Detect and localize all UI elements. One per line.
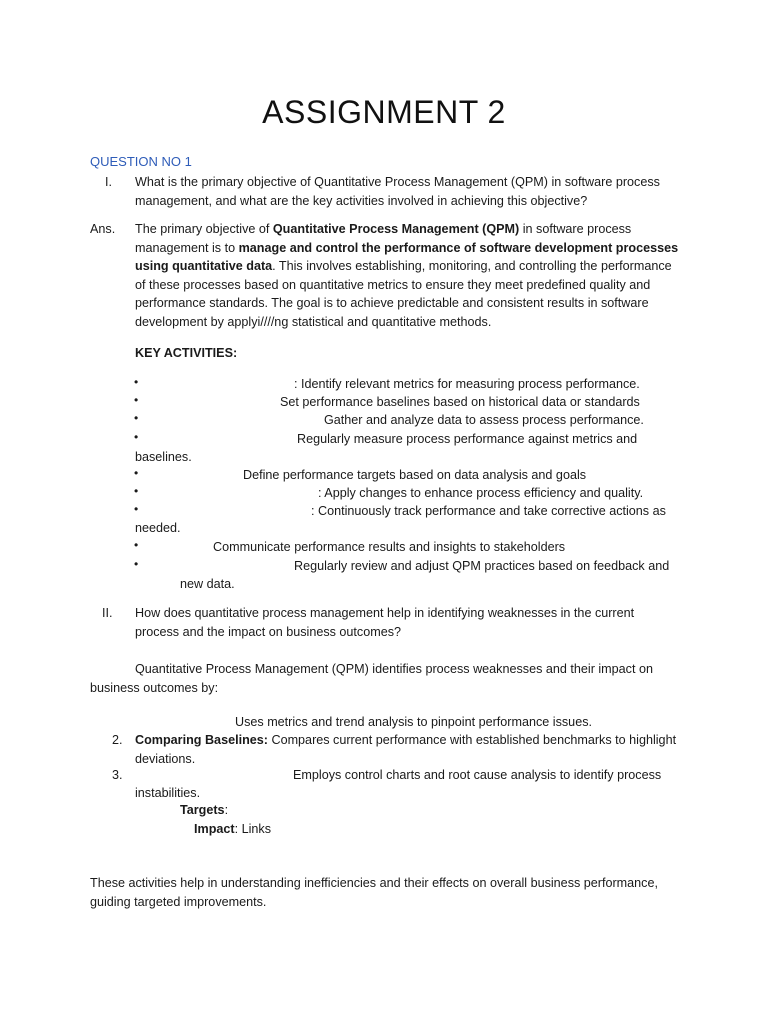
- question-1-number: I.: [105, 175, 112, 189]
- answer-2-item-3-line-1: Employs control charts and root cause analysis to identify process: [293, 768, 662, 782]
- impact-line: [194, 820, 271, 839]
- page-title: ASSIGNMENT 2: [262, 94, 506, 130]
- list-item: Regularly measure process performance against metrics and: [297, 432, 638, 446]
- comparing-baselines-text: Compares current performance with established benchmarks to highlight deviations.: [135, 733, 677, 766]
- answer-2-intro: Quantitative Process Management (QPM) identifies process weaknesses and their impact on business outcomes by:: [90, 662, 653, 695]
- answer-2-item-3-number: 3.: [112, 768, 123, 782]
- answer-paragraph: [135, 220, 680, 332]
- question-2-number: II.: [102, 606, 113, 620]
- bullet-icon: •: [134, 430, 139, 444]
- list-item-continuation: baselines.: [135, 450, 192, 464]
- answer-2-item-1: Uses metrics and trend analysis to pinpoint performance issues.: [235, 715, 592, 729]
- answer-2-item-2-number: 2.: [112, 733, 123, 747]
- answer-text-2: in software process management is to: [135, 222, 632, 255]
- list-item: : Continuously track performance and take corrective actions as: [311, 504, 666, 518]
- impact-label: Impact: [194, 822, 235, 836]
- answer-text-3: . This involves establishing, monitoring, and controlling the performance of these processes based on quantitative metrics to ensure they meet predefined quality and performance standards. The goal is to achieve predictable and consistent results in software development by applyi////ng statistical and quantitative methods.: [135, 259, 672, 329]
- impact-text: : Links: [234, 822, 271, 836]
- list-item-continuation: needed.: [135, 521, 181, 535]
- list-item: Regularly review and adjust QPM practices based on feedback and: [294, 559, 670, 573]
- answer-text-1: The primary objective of: [135, 222, 273, 236]
- bullet-icon: •: [134, 557, 139, 571]
- question-1-text: What is the primary objective of Quantitative Process Management (QPM) in software process management, and what are the key activities involved in achieving this objective?: [135, 175, 660, 208]
- bullet-icon: •: [134, 411, 139, 425]
- bullet-icon: •: [134, 484, 139, 498]
- comparing-baselines-label: Comparing Baselines:: [135, 733, 268, 747]
- list-item: : Apply changes to enhance process efficiency and quality.: [318, 486, 644, 500]
- question-heading: QUESTION NO 1: [90, 154, 192, 169]
- answer-2-item-3-line-2: instabilities.: [135, 786, 201, 800]
- list-item-continuation: new data.: [180, 577, 235, 591]
- answer-2-item-2: [135, 731, 680, 768]
- bullet-icon: •: [134, 502, 139, 516]
- targets-colon: :: [224, 803, 229, 817]
- list-item: Gather and analyze data to assess process performance.: [324, 413, 644, 427]
- targets-label: Targets: [180, 803, 225, 817]
- list-item: Set performance baselines based on historical data or standards: [280, 395, 640, 409]
- answer-bold-qpm: Quantitative Process Management (QPM): [272, 222, 520, 236]
- answer-label: Ans.: [90, 222, 116, 236]
- bullet-icon: •: [134, 538, 139, 552]
- answer-bold-objective: manage and control the performance of software development processes using quantitative data: [135, 240, 679, 274]
- key-activities-heading: KEY ACTIVITIES:: [135, 346, 238, 360]
- targets-line: [180, 801, 228, 820]
- list-item: Define performance targets based on data analysis and goals: [243, 468, 587, 482]
- bullet-icon: •: [134, 466, 139, 480]
- list-item: : Identify relevant metrics for measuring process performance.: [294, 377, 640, 391]
- conclusion-paragraph: These activities help in understanding inefficiencies and their effects on overall business performance, guiding targeted improvements.: [90, 876, 658, 909]
- question-2-text: How does quantitative process management help in identifying weaknesses in the current process and the impact on business outcomes?: [135, 606, 635, 639]
- bullet-icon: •: [134, 375, 139, 389]
- list-item: Communicate performance results and insights to stakeholders: [213, 540, 566, 554]
- bullet-icon: •: [134, 393, 139, 407]
